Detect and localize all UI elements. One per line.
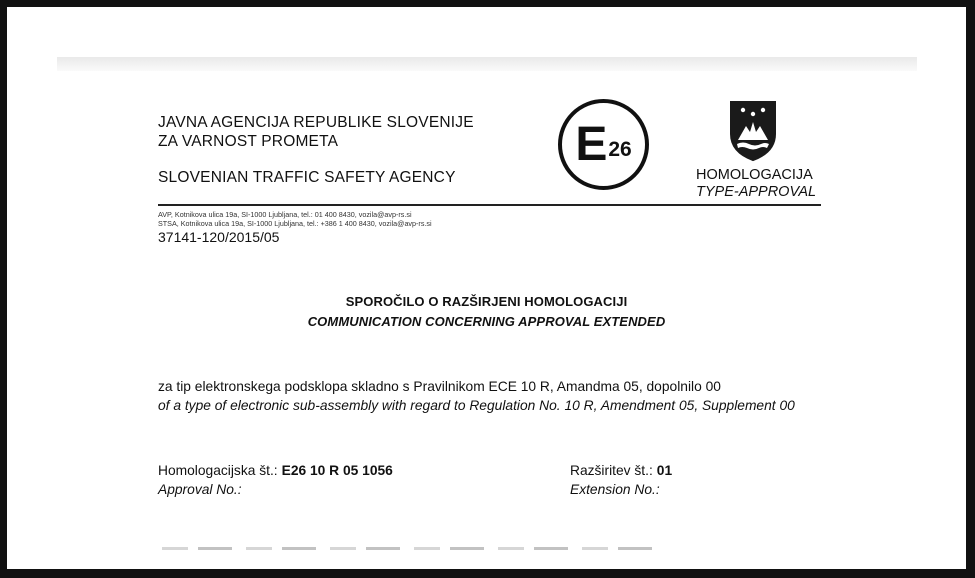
approval-label-slovene: Homologacijska št.: — [158, 463, 278, 478]
approval-number-value: E26 10 R 05 1056 — [281, 463, 393, 478]
agency-name-line1: JAVNA AGENCIJA REPUBLIKE SLOVENIJE — [158, 114, 474, 131]
e-mark-number: 26 — [608, 137, 632, 161]
agency-name-line2: ZA VARNOST PROMETA — [158, 133, 339, 150]
agency-name-english: SLOVENIAN TRAFFIC SAFETY AGENCY — [158, 169, 456, 186]
subject-english: of a type of electronic sub-assembly with regard to Regulation No. 10 R, Amendment 05, Supplement 00 — [158, 398, 795, 413]
extension-label-english: Extension No.: — [570, 482, 660, 497]
e-mark-logo — [558, 99, 649, 190]
e-mark-letter: E — [575, 117, 608, 171]
document-page — [7, 7, 966, 569]
address-slovene: AVP, Kotnikova ulica 19a, SI-1000 Ljubljana, tel.: 01 400 8430, vozila@avp-rs.si — [158, 210, 412, 219]
document-title-slovene: SPOROČILO O RAZŠIRJENI HOMOLOGACIJI — [345, 294, 628, 309]
document-frame — [7, 7, 966, 569]
approval-number-row — [158, 463, 393, 478]
header-divider — [158, 204, 821, 206]
type-approval-label: TYPE-APPROVAL — [696, 184, 817, 200]
reference-number: 37141-120/2015/05 — [158, 229, 280, 245]
homologation-label: HOMOLOGACIJA — [696, 167, 813, 183]
slovenia-coat-of-arms-icon — [729, 100, 777, 162]
extension-label-slovene: Razširitev št.: — [570, 463, 653, 478]
document-title-english: COMMUNICATION CONCERNING APPROVAL EXTENDED — [307, 314, 666, 329]
extension-number-row — [570, 463, 672, 478]
approval-label-english: Approval No.: — [158, 482, 242, 497]
extension-number-value: 01 — [656, 463, 673, 478]
cropped-text-line — [162, 547, 657, 550]
address-english: STSA, Kotnikova ulica 19a, SI-1000 Ljubljana, tel.: +386 1 400 8430, vozila@avp-rs.si — [158, 219, 432, 228]
subject-slovene: za tip elektronskega podsklopa skladno s Pravilnikom ECE 10 R, Amandma 05, dopolnilo 00 — [158, 379, 721, 394]
